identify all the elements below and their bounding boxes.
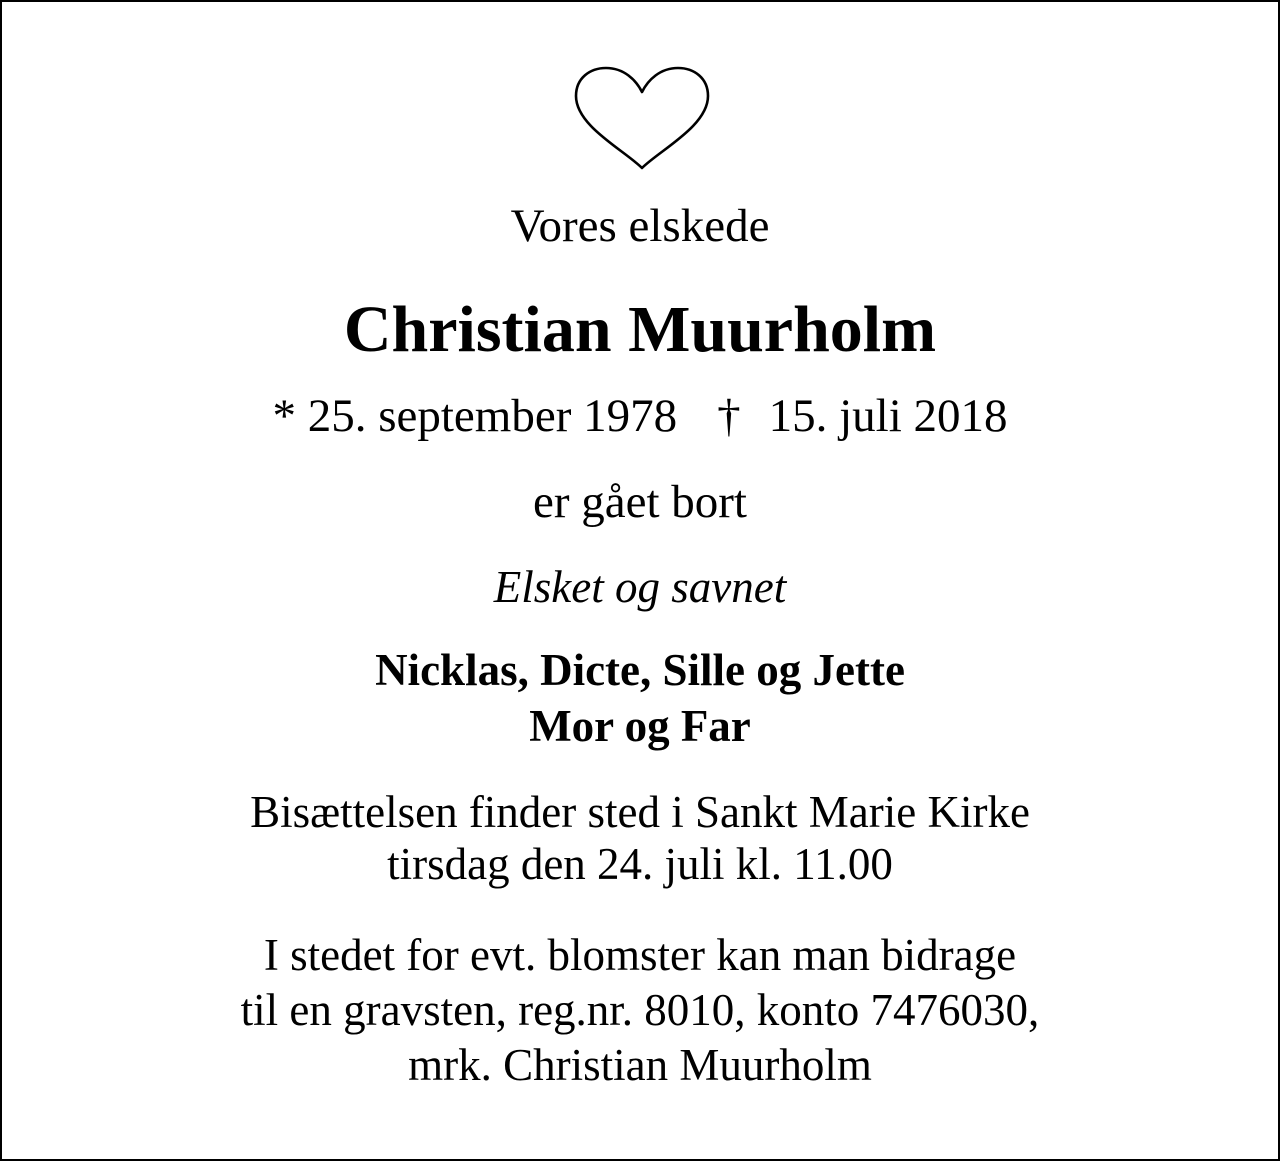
family-line: Nicklas, Dicte, Sille og Jette: [375, 645, 905, 695]
donation-line: mrk. Christian Muurholm: [408, 1040, 872, 1090]
dagger-icon: †: [717, 390, 741, 442]
heart-icon: [572, 64, 712, 174]
donation-line: I stedet for evt. blomster kan man bidrage: [263, 930, 1017, 980]
birth-symbol: *: [272, 390, 296, 442]
donation-line: til en gravsten, reg.nr. 8010, konto 7476030,: [240, 985, 1040, 1035]
family-line: Mor og Far: [529, 701, 751, 751]
life-dates: [2, 388, 1278, 444]
passed-away-text: er gået bort: [532, 476, 747, 528]
death-date: 15. juli 2018: [768, 390, 1008, 442]
birth-date: 25. september 1978: [307, 390, 678, 442]
intro-text: Vores elskede: [510, 200, 770, 252]
service-line: Bisættelsen finder sted i Sankt Marie Kirke: [250, 787, 1030, 837]
donation-info: [2, 928, 1278, 1093]
deceased-name: Christian Muurholm: [343, 293, 937, 366]
family-signature: [2, 642, 1278, 754]
tagline: Elsket og savnet: [493, 562, 787, 612]
service-line: tirsdag den 24. juli kl. 11.00: [387, 839, 893, 889]
funeral-service-info: [2, 786, 1278, 890]
